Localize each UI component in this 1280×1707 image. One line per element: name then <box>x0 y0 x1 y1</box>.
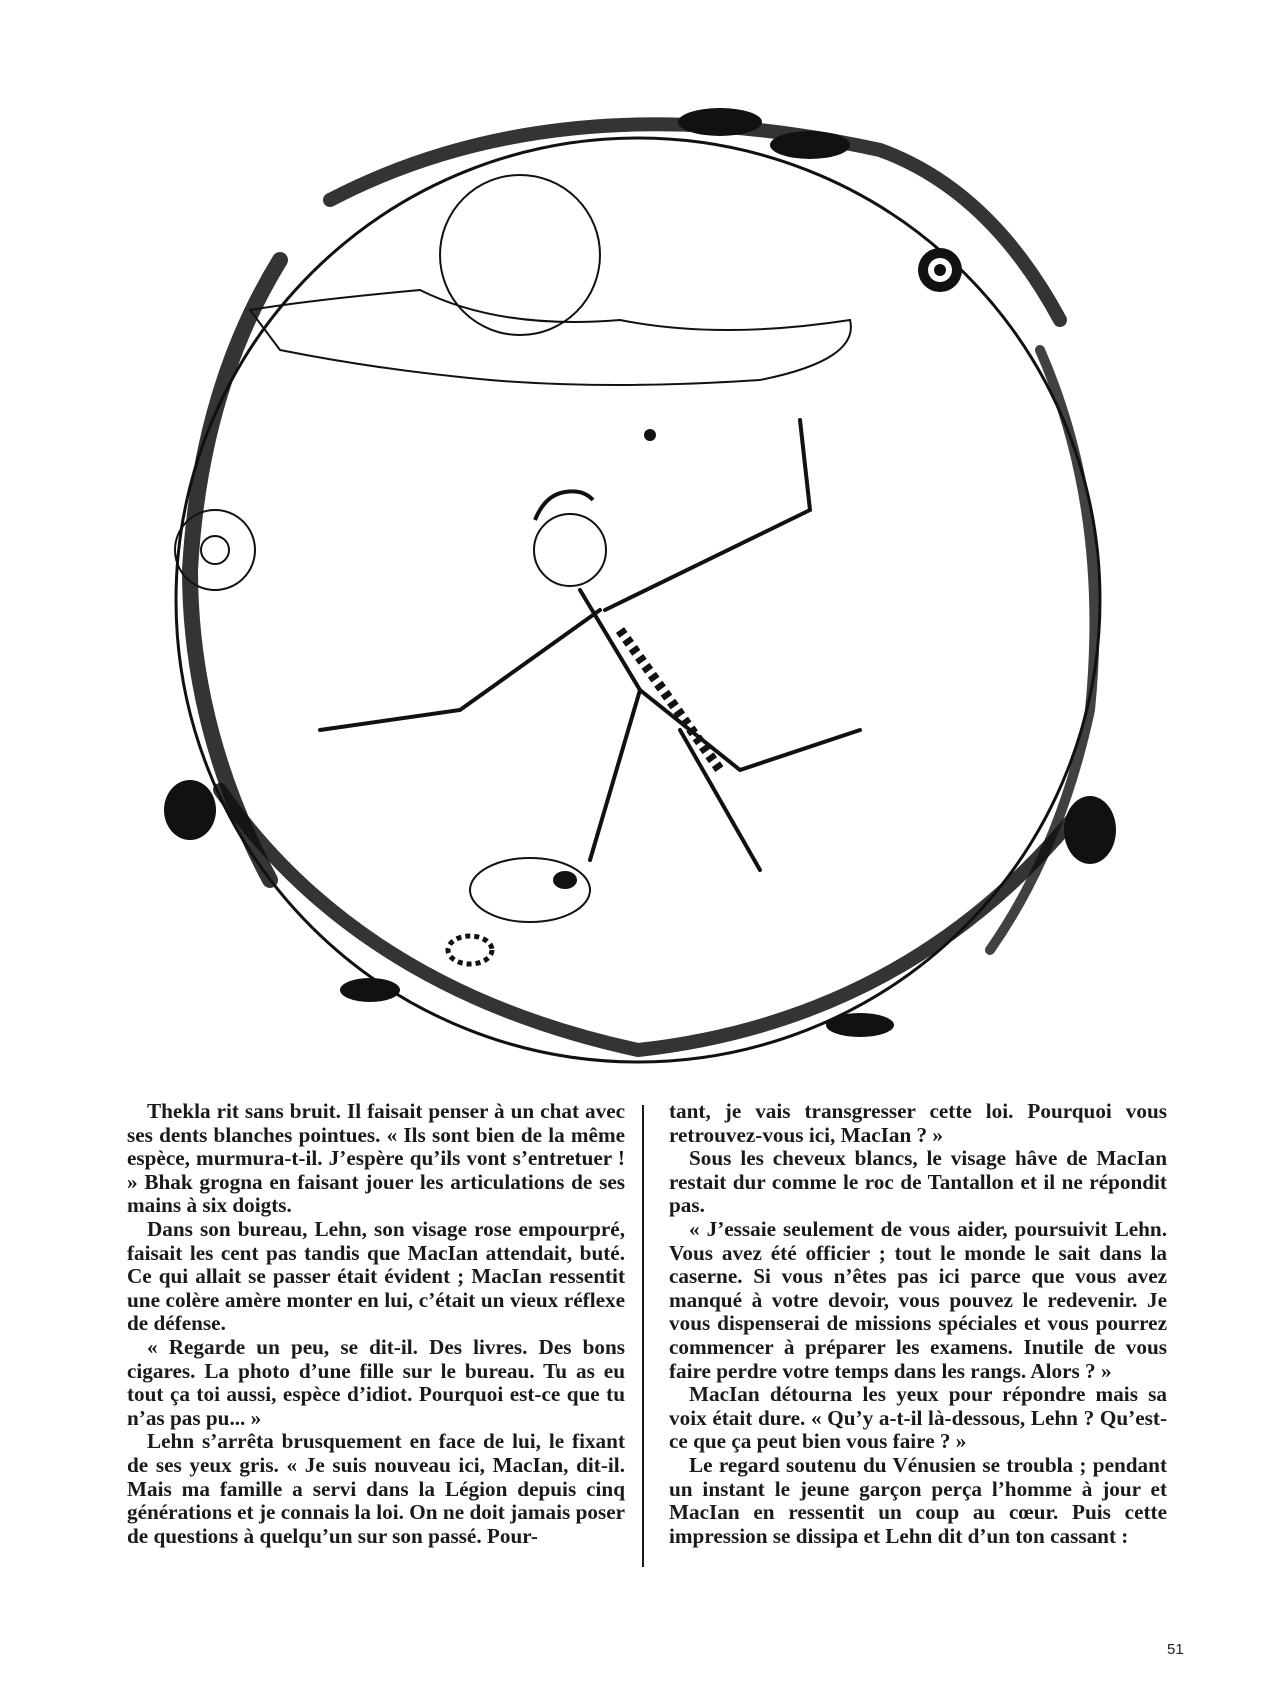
central-figure-head <box>534 514 606 586</box>
paragraph: MacIan détourna les yeux pour répondre mais sa voix était dure. « Qu’y a-t-il là-dessous, Lehn ? Qu’est-ce que ça peut bien vous faire ? » <box>669 1382 1167 1454</box>
text-column-right <box>669 1100 1167 1548</box>
paragraph: « Regarde un peu, se dit-il. Des livres. Des bons cigares. La photo d’une fille sur le bureau. Tu as eu tout ça toi aussi, espèce d’idiot. Pourquoi est-ce que tu n’as pas pu... » <box>127 1334 625 1430</box>
lower-creature <box>470 858 590 922</box>
text-column-left <box>127 1100 625 1548</box>
top-right-dark-blob-2 <box>770 131 850 159</box>
circular-illustration <box>160 90 1120 1080</box>
paragraph-continued: tant, je vais transgresser cette loi. Pourquoi vous retrouvez-vous ici, MacIan ? » <box>669 1099 1167 1147</box>
star-glyph <box>644 429 656 441</box>
paragraph: Thekla rit sans bruit. Il faisait penser à un chat avec ses dents blanches pointues. « Ils sont bien de la même espèce, murmura-t-il. J’espère qu’ils vont s’entretuer ! » Bhak grogna en faisant jouer les articulations de ses mains à six doigts. <box>127 1099 625 1218</box>
central-figure-body <box>320 420 860 870</box>
paragraph: Sous les cheveux blancs, le visage hâve de MacIan restait dur comme le roc de Tantallon et il ne répondit pas. <box>669 1146 1167 1218</box>
striped-shell <box>448 936 492 964</box>
bottom-ornament-band <box>220 790 1080 1050</box>
top-right-dark-blob <box>678 108 762 136</box>
page-number: 51 <box>1167 1641 1184 1658</box>
paragraph: Dans son bureau, Lehn, son visage rose empourpré, faisait les cent pas tandis que MacIan attendait, buté. Ce qui allait se passer était évident ; MacIan ressentit une colère amère monter en lui, c’était un vieux réflexe de défense. <box>127 1216 625 1336</box>
bottom-left-dark-blob <box>164 780 216 840</box>
bottom-right-dark-blob <box>1064 796 1116 864</box>
column-divider <box>642 1105 644 1567</box>
reclining-figure <box>250 290 851 385</box>
paragraph: « J’essaie seulement de vous aider, poursuivit Lehn. Vous avez été officier ; tout le monde le sait dans la caserne. Si vous n’êtes pas ici parce que vous avez manqué à votre devoir, vous pouvez le redevenir. Je vous dispenserai de missions spéciales et vous pourrez commencer à préparer les examens. Inutile de vous faire perdre votre temps dans les rangs. Alors ? » <box>669 1216 1167 1383</box>
central-figure-hair <box>535 491 593 520</box>
lower-creature-eye <box>553 871 577 889</box>
paragraph: Le regard soutenu du Vénusien se troubla ; pendant un instant le jeune garçon perça l’homme à jour et MacIan en ressentit un coup au cœur. Puis cette impression se dissipa et Lehn dit d’un ton cassant : <box>669 1452 1167 1548</box>
paragraph: Lehn s’arrêta brusquement en face de lui, le fixant de ses yeux gris. « Je suis nouveau ici, MacIan, dit-il. Mais ma famille a servi dans la Légion depuis cinq générations et je connais la loi. On ne doit jamais poser de questions à quelqu’un sur son passé. Pour- <box>127 1429 625 1548</box>
top-ornament-band <box>330 124 1060 320</box>
moon-shape <box>440 175 600 335</box>
